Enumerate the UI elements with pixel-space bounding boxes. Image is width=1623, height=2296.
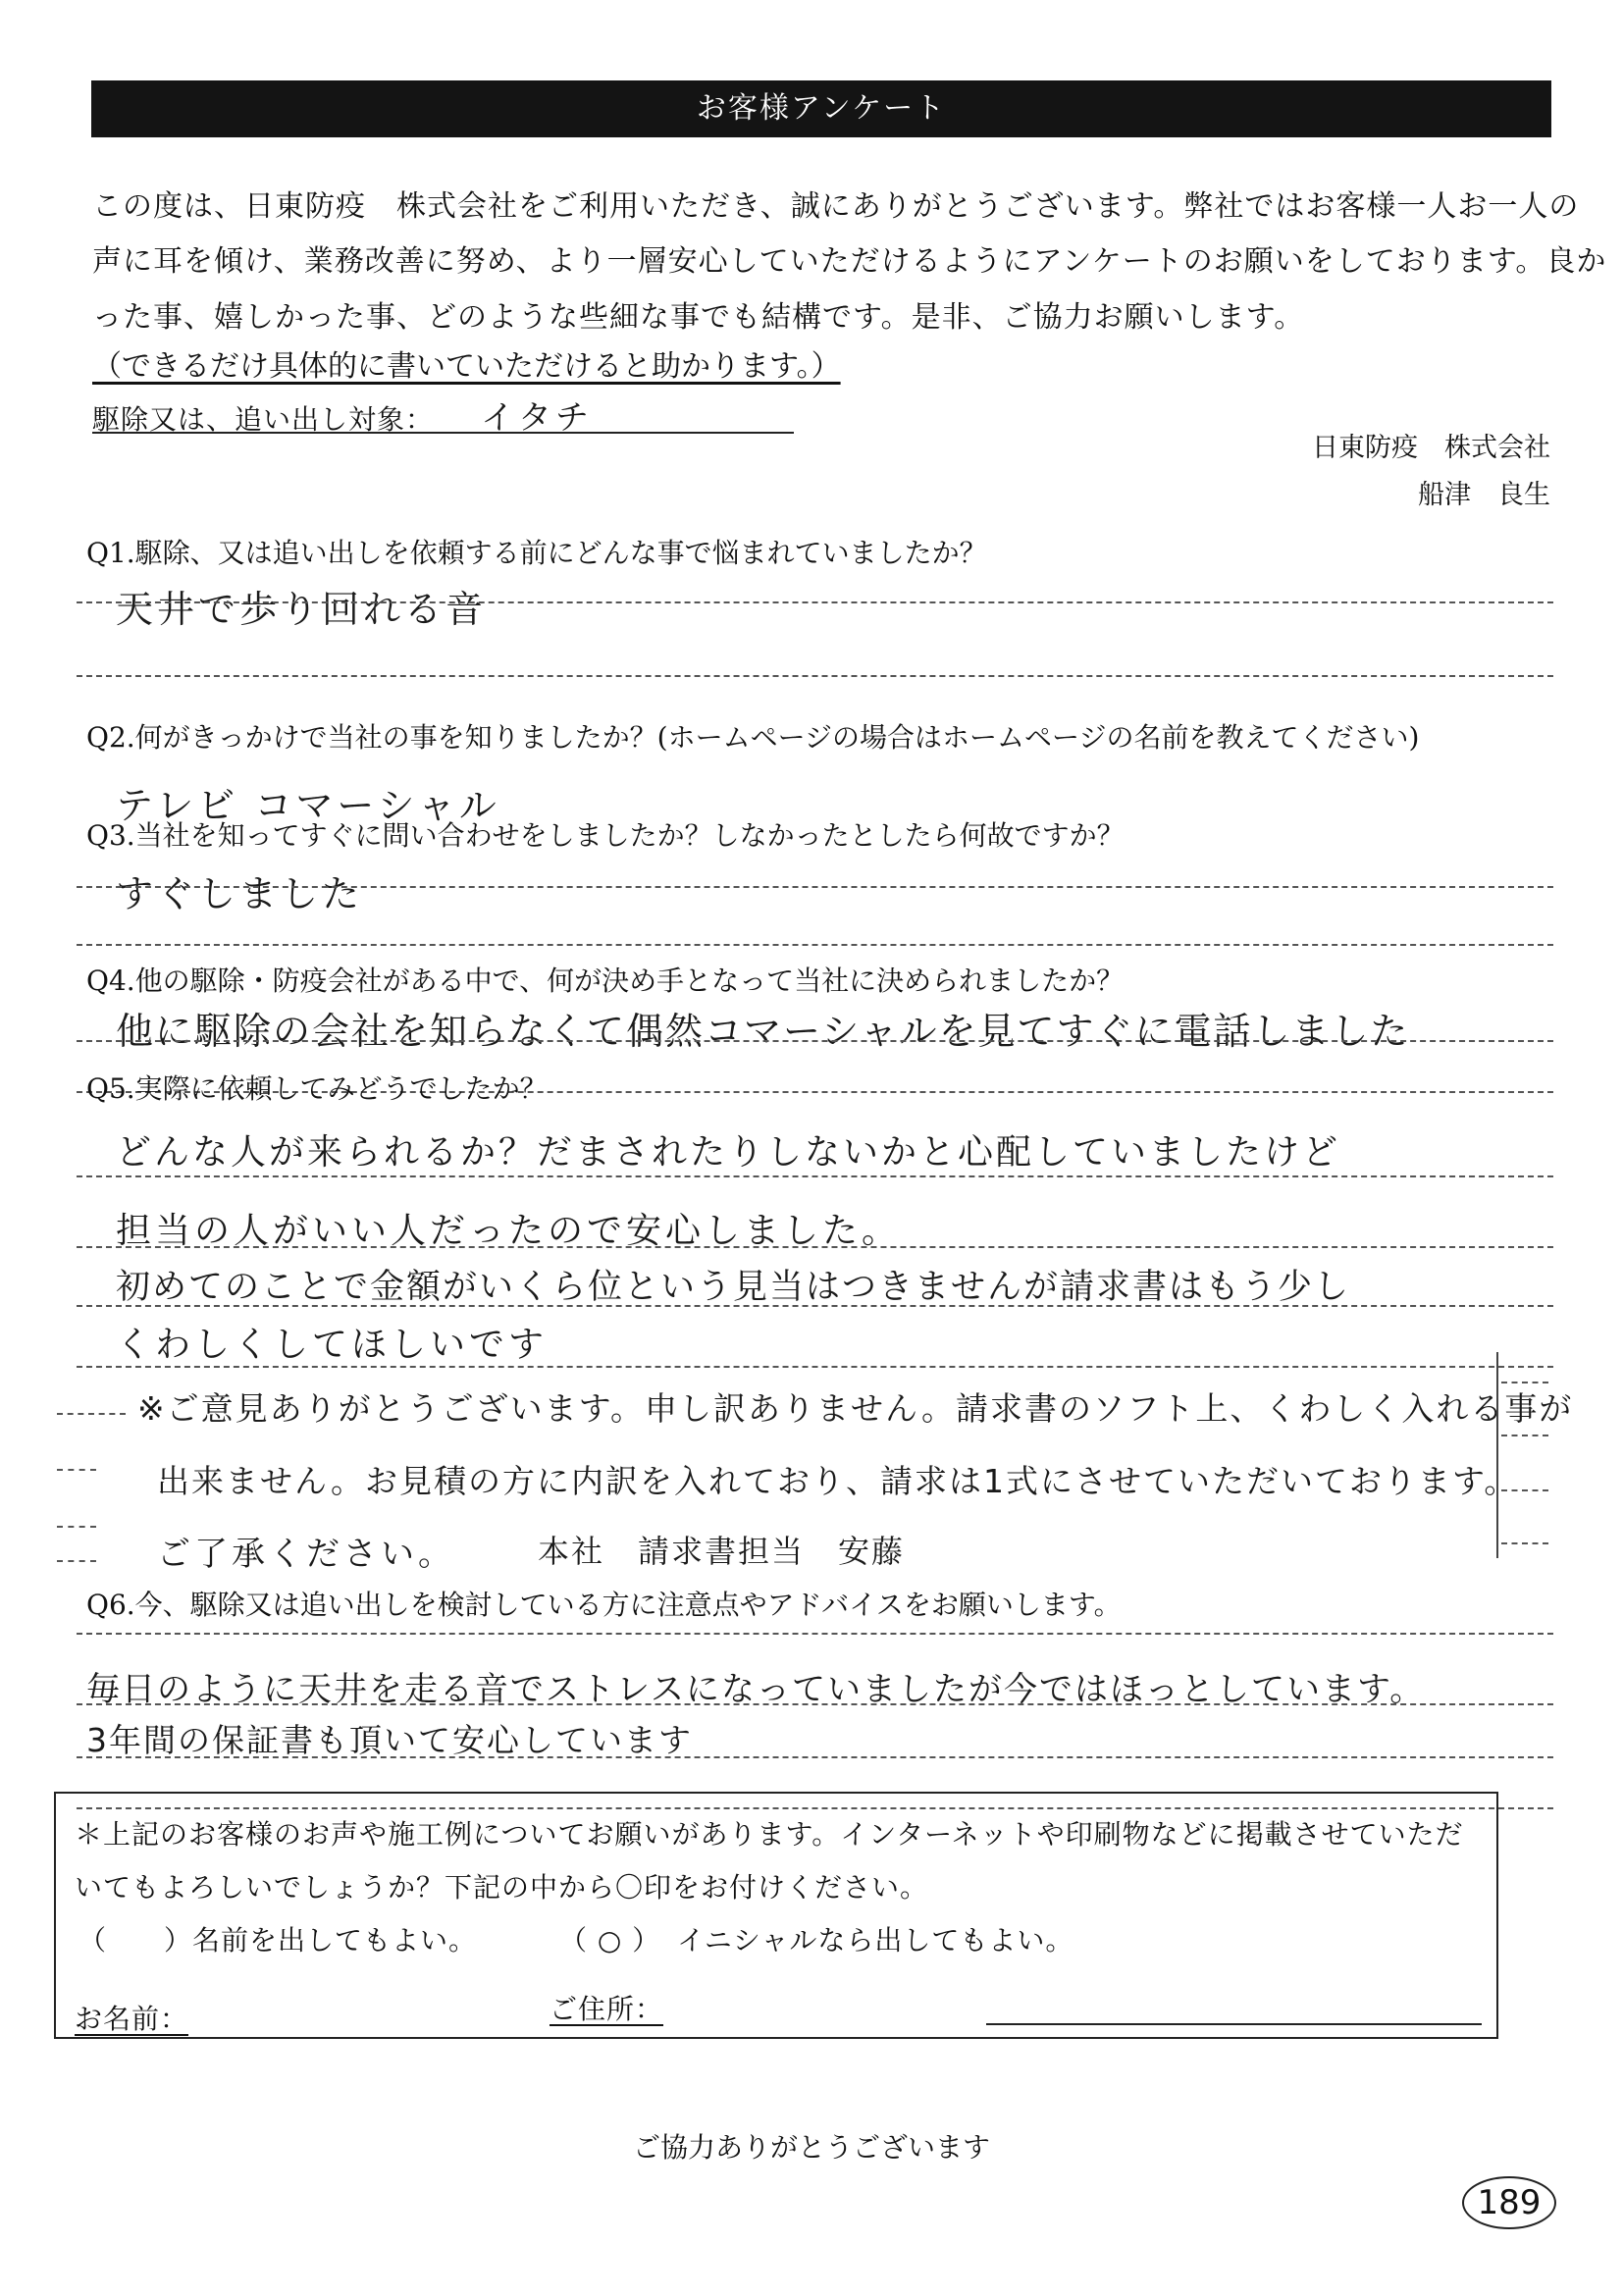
q2-answer: テレビ コマーシャル	[116, 784, 500, 827]
address-field-line[interactable]	[986, 2023, 1482, 2025]
answer-line	[77, 1175, 1553, 1177]
survey-title: お客様アンケート	[91, 80, 1551, 137]
reply-dash	[1501, 1435, 1548, 1436]
answer-line	[77, 1633, 1553, 1635]
answer-line	[77, 1366, 1553, 1368]
reply-line-2: 出来ません。お見積の方に内訳を入れており、請求は1式にさせていただいております。	[157, 1462, 1519, 1500]
q5-answer-line-2: 担当の人がいい人だったので安心しました。	[116, 1211, 902, 1251]
answer-line	[77, 1756, 1553, 1758]
intro-line-1: この度は、日東防疫 株式会社をご利用いただき、誠にありがとうございます。弊社ではお客様一人お一人の	[92, 189, 1580, 224]
reply-dash	[57, 1469, 96, 1471]
q5-answer-line-4: くわしくしてほしいです	[116, 1325, 549, 1365]
option-2-label: イニシャルなら出してもよい。	[677, 1924, 1074, 1957]
reply-dash	[1501, 1382, 1548, 1383]
answer-line	[77, 1040, 1553, 1042]
reply-line-3: ご了承ください。	[157, 1535, 455, 1574]
q5-answer-line-3: 初めてのことで金額がいくら位という見当はつきませんが請求書はもう少し	[116, 1268, 1351, 1307]
q3-question: Q3.当社を知ってすぐに問い合わせをしましたか？しなかったとしたら何故ですか？	[86, 819, 1125, 852]
consent-line-1: ＊上記のお客様のお声や施工例についてお願いがあります。インターネットや印刷物などに掲載させていただ	[75, 1818, 1464, 1851]
option-1-label: 名前を出してもよい。	[192, 1924, 478, 1957]
q1-answer: 天井で歩り回れる音	[116, 588, 488, 631]
answer-line	[77, 601, 1553, 603]
reply-dash	[57, 1413, 126, 1415]
company-name: 日東防疫 株式会社	[1312, 433, 1550, 463]
q4-question: Q4.他の駆除・防疫会社がある中で、何が決め手となって当社に決められましたか？	[86, 965, 1125, 997]
q2-question: Q2.何がきっかけで当社の事を知りましたか？(ホームページの場合はホームページの名前を教えてください)	[86, 721, 1420, 754]
answer-line	[77, 1305, 1553, 1307]
answer-line	[77, 944, 1553, 946]
answer-line	[77, 1246, 1553, 1248]
q4-answer: 他に駆除の会社を知らなくて偶然コマーシャルを見てすぐに電話しました	[116, 1010, 1410, 1053]
answer-line	[77, 675, 1553, 677]
q1-question: Q1.駆除、又は追い出しを依頼する前にどんな事で悩まれていましたか？	[86, 537, 987, 569]
reply-dash	[1501, 1489, 1548, 1491]
q3-answer: すぐしました	[116, 872, 364, 915]
intro-line-2: 声に耳を傾け、業務改善に努め、より一層安心していただけるようにアンケートのお願いをしております。良か	[92, 244, 1607, 279]
q6-question: Q6.今、駆除又は追い出しを検討している方に注意点やアドバイスをお願いします。	[86, 1589, 1122, 1621]
closing-thanks: ご協力ありがとうございます	[632, 2131, 990, 2164]
option-2-checkbox[interactable]: （ ○ ）	[559, 1924, 661, 1957]
q5-question: Q5.実際に依頼してみどうでしたか？	[86, 1072, 548, 1105]
name-label: お名前：	[75, 2003, 189, 2035]
reply-dash	[57, 1560, 96, 1562]
reply-margin-bar	[1496, 1352, 1498, 1558]
target-value: イタチ	[481, 398, 593, 438]
consent-line-2: いてもよろしいでしょうか？下記の中から〇印をお付けください。	[75, 1871, 929, 1904]
answer-line	[77, 1703, 1553, 1705]
option-1-checkbox[interactable]: （ ）	[79, 1924, 193, 1957]
reply-dash	[57, 1526, 96, 1528]
q6-answer-line-2: 3年間の保証書も頂いて安心しています	[86, 1721, 693, 1759]
q5-answer-line-1: どんな人が来られるか？だまされたりしないかと心配していましたけど	[116, 1132, 1341, 1173]
intro-line-3: った事、嬉しかった事、どのような些細な事でも結構です。是非、ご協力お願いします。	[92, 300, 1305, 335]
q6-answer-line-1: 毎日のように天井を走る音でストレスになっていましたが今ではほっとしています。	[86, 1670, 1426, 1709]
page-number-stamp: 189	[1462, 2176, 1556, 2229]
reply-dash	[1501, 1542, 1548, 1544]
address-label: ご住所：	[550, 1993, 664, 2025]
target-label: 駆除又は、追い出し対象：	[92, 403, 435, 436]
target-underline	[92, 432, 794, 434]
intro-note: （できるだけ具体的に書いていただけると助かります。）	[92, 349, 841, 384]
company-person: 船津 良生	[1418, 480, 1550, 510]
reply-signature: 本社 請求書担当 安藤	[538, 1533, 906, 1570]
answer-line	[77, 886, 1553, 888]
reply-line-1: ※ご意見ありがとうございます。申し訳ありません。請求書のソフト上、くわしく入れる事が	[137, 1389, 1574, 1428]
